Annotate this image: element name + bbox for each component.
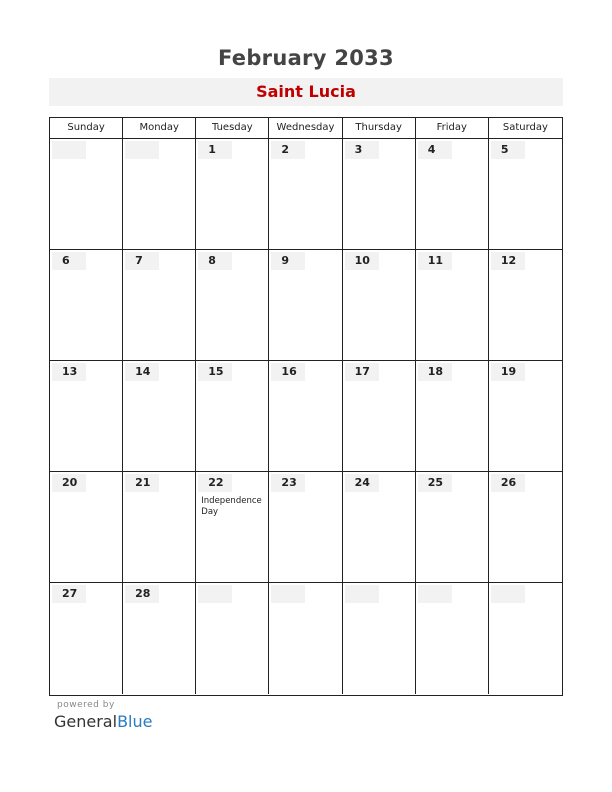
- weekday-saturday: Saturday: [502, 122, 548, 133]
- day-cell: [196, 472, 269, 582]
- logo-text-general: General: [54, 712, 118, 731]
- day-cell: [123, 250, 196, 360]
- week-row: [50, 139, 562, 250]
- day-cell: [123, 139, 196, 249]
- calendar-title: February 2033: [218, 46, 394, 70]
- day-cell: [489, 250, 562, 360]
- powered-by-label: powered by: [57, 700, 115, 710]
- day-number: 6: [52, 252, 86, 270]
- day-number: 15: [198, 363, 232, 381]
- day-cell: [50, 583, 123, 694]
- day-number: 1: [198, 141, 232, 159]
- day-number: 18: [418, 363, 452, 381]
- day-cell: [343, 472, 416, 582]
- day-cell: [489, 472, 562, 582]
- day-cell: [196, 361, 269, 471]
- day-number: 7: [125, 252, 159, 270]
- day-number: 11: [418, 252, 452, 270]
- calendar-grid: [49, 117, 563, 696]
- day-cell: [196, 583, 269, 694]
- day-number: 14: [125, 363, 159, 381]
- week-row: [50, 361, 562, 472]
- day-number: 9: [271, 252, 305, 270]
- weekday-sunday: Sunday: [50, 118, 123, 138]
- day-cell: [489, 139, 562, 249]
- day-cell: [343, 361, 416, 471]
- country-name: Saint Lucia: [49, 78, 563, 106]
- holiday-label: Independence Day: [201, 496, 262, 517]
- day-cell: [416, 472, 489, 582]
- day-number: 27: [52, 585, 86, 603]
- weekday-wednesday: Wednesday: [269, 118, 342, 138]
- day-cell: [50, 250, 123, 360]
- day-number: 3: [345, 141, 379, 159]
- week-row: [50, 472, 562, 583]
- day-number: 20: [52, 474, 86, 492]
- day-number: [271, 585, 305, 603]
- day-number: 24: [345, 474, 379, 492]
- generalblue-logo[interactable]: [54, 712, 152, 731]
- day-cell: [269, 250, 342, 360]
- weekday-friday: Friday: [416, 118, 489, 138]
- day-number: 13: [52, 363, 86, 381]
- day-cell: [416, 361, 489, 471]
- day-cell: [269, 361, 342, 471]
- day-number: [345, 585, 379, 603]
- week-row: [50, 250, 562, 361]
- day-number: 16: [271, 363, 305, 381]
- day-number: 10: [345, 252, 379, 270]
- day-number: 2: [271, 141, 305, 159]
- day-number: 23: [271, 474, 305, 492]
- day-cell: [50, 361, 123, 471]
- day-cell: [123, 361, 196, 471]
- day-cell: [123, 583, 196, 694]
- day-cell: [269, 583, 342, 694]
- day-cell: [50, 472, 123, 582]
- day-number: [198, 585, 232, 603]
- day-number: 4: [418, 141, 452, 159]
- day-number: [125, 141, 159, 159]
- day-cell: [416, 583, 489, 694]
- day-number: 21: [125, 474, 159, 492]
- day-cell: [123, 472, 196, 582]
- day-number: 12: [491, 252, 525, 270]
- weekday-thursday: Thursday: [343, 118, 416, 138]
- day-cell: [416, 250, 489, 360]
- day-number: 28: [125, 585, 159, 603]
- day-cell: [416, 139, 489, 249]
- day-cell: [196, 139, 269, 249]
- day-cell: [489, 583, 562, 694]
- day-cell: [489, 361, 562, 471]
- day-cell: [50, 139, 123, 249]
- weekday-monday: Monday: [123, 118, 196, 138]
- day-number: 22: [198, 474, 232, 492]
- day-number: 5: [491, 141, 525, 159]
- day-number: [418, 585, 452, 603]
- day-number: [52, 141, 86, 159]
- day-cell: [196, 250, 269, 360]
- weekday-header-row: [50, 118, 562, 139]
- logo-text-blue: Blue: [117, 712, 153, 731]
- day-cell: [343, 139, 416, 249]
- day-cell: [269, 472, 342, 582]
- day-number: [491, 585, 525, 603]
- week-row: [50, 583, 562, 694]
- day-number: 26: [491, 474, 525, 492]
- day-number: 19: [491, 363, 525, 381]
- day-cell: [269, 139, 342, 249]
- day-cell: [343, 583, 416, 694]
- weekday-tuesday: Tuesday: [196, 118, 269, 138]
- day-cell: [343, 250, 416, 360]
- day-number: 25: [418, 474, 452, 492]
- day-number: 17: [345, 363, 379, 381]
- day-number: 8: [198, 252, 232, 270]
